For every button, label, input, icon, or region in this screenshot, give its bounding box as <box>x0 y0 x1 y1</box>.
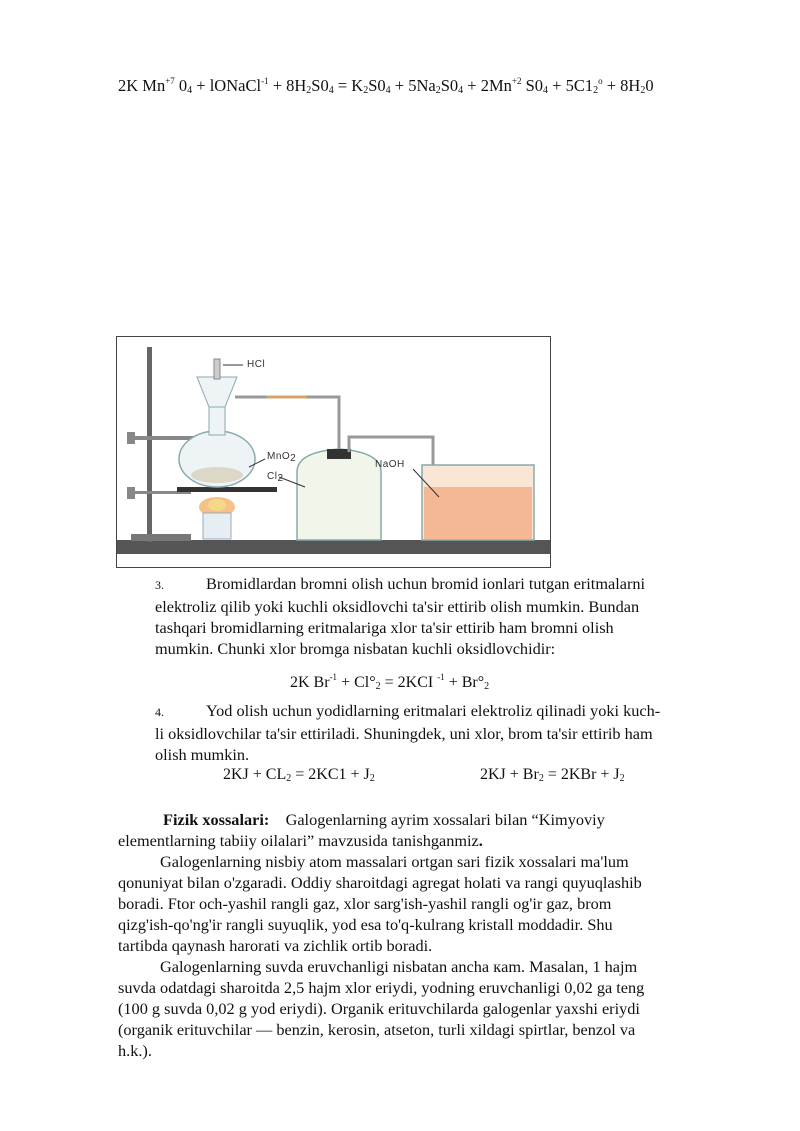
physical-properties-section: Fizik xossalari: Galogenlarning ayrim xossalari bilan “Kimyoviy elementlarning tabiiy oilalari” mavzusida tanishganmiz. Galogenlarning nisbiy atom massalari ortgan sari fizik xossalari ma'lum qonuniyat bilan o'zgaradi. Oddiy sharoitdagi agregat holati va rangi quyuqlashib boradi. Ftor och-yashil rangli gaz, xlor sarg'ish-yashil rangli og'ir gaz, brom qizg'ish-qo'ng'ir rangli suyuqlik, yod esa to'q-kulrang kristall moddadir. Shu tartibda qaynash harorati va zichlik ortib boradi. Galogenlarning suvda eruvchanligi nisbatan ancha кam. Masalan, 1 hajm suvda odatdagi sharoitda 2,5 hajm xlor eriydi, yodning eruvchanligi 0,02 ga teng (100 g suvda 0,02 g yod eriydi). Organik erituvchilarda galogenlar yaxshi eriydi (organik erituvchilar — benzin, kerosin, atseton, turli xildagi spirtlar, benzol va h.k.). <box>118 810 645 1060</box>
ring-knob <box>127 487 135 499</box>
equation-kj-br2: $2KJ + Br_2 = 2KBr + J_2$ <box>480 766 625 784</box>
equation-kj-cl2: $2KJ + CL_2 = 2KC1 + J_2$ <box>223 766 375 784</box>
naoh-solution <box>424 487 532 539</box>
equation-kbr-cl2: 2K $Br^{-1} + Cl^\circ_2 = 2KCI$ $^{-1} + Br^\circ_2$ <box>290 672 490 692</box>
gauze-plate <box>177 487 277 492</box>
label-naoh: NaOH <box>375 459 405 470</box>
equation-kmno4-nacl: 2K $Mn^{+7}$ $0_4$ + lONaCl$^{-1}$ + $8H_2S0_4 = K_2S0_4 + 5Na_2S0_4 + 2Mn^{+2}$ $S0_4 + 5C1_2^o + 8H_20$ <box>118 76 654 96</box>
item-4-paragraph: 4. Yod olish uchun yodidlarning eritmalari elektroliz qilinadi yoki kuch- li oksidlovchilar ta'sir ettiriladi. Shuningdek, uni xlor, brom ta'sir ettirib ham olish mumkin. <box>155 701 661 764</box>
section-heading: Fizik xossalari: <box>163 810 270 829</box>
bottle-stopper <box>327 449 351 459</box>
clamp-knob <box>127 432 135 444</box>
item-3-paragraph: 3. Bromidlardan bromni olish uchun bromid ionlari tutgan eritmalarni elektroliz qilib yoki kuchli oksidlovchi ta'sir ettirib olish mumkin. Bundan tashqari bromidlarning eritmalariga xlor ta'sir ettirib ham bromni olish mumkin. Chunki xlor bromga nisbatan kuchli oksidlovchidir: <box>155 574 646 658</box>
item-4-number: 4. <box>155 705 164 719</box>
apparatus-drawing <box>117 337 550 567</box>
bench <box>117 540 550 554</box>
chlorine-apparatus-figure <box>116 336 551 568</box>
stand-rod <box>147 347 152 542</box>
burner <box>203 513 231 539</box>
flask-contents <box>191 467 243 483</box>
stand-base <box>131 534 191 541</box>
flask-neck <box>209 407 225 435</box>
funnel-stem <box>214 359 220 379</box>
item-3-number: 3. <box>155 578 164 592</box>
dropping-funnel <box>197 377 237 407</box>
flame-core <box>208 499 226 511</box>
label-mno2: MnO$_2$ <box>267 451 297 464</box>
label-cl2: $Cl_2$ <box>267 471 284 484</box>
collecting-bottle <box>297 449 381 540</box>
label-hcl: HCl <box>247 359 266 370</box>
